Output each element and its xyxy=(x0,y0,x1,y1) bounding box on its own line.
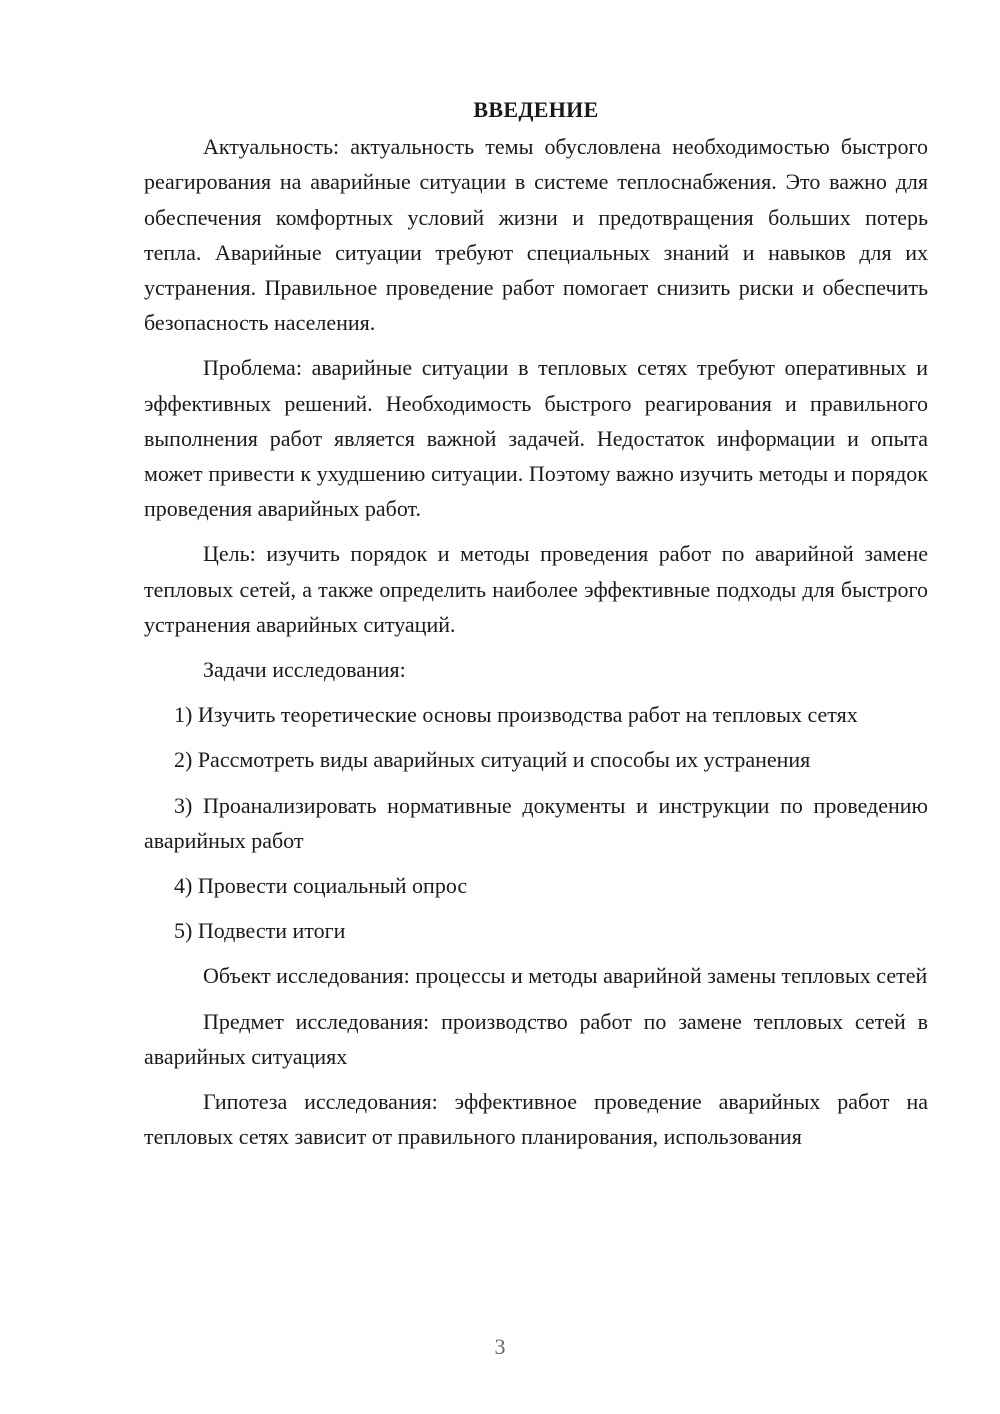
task-item-5: 5) Подвести итоги xyxy=(174,918,346,944)
tasks-heading: Задачи исследования: xyxy=(203,657,406,683)
task-item-3: 3) Проанализировать нормативные документы и инструкции по проведению аварийных работ xyxy=(144,792,928,853)
document-page xyxy=(144,92,928,1164)
section-title: ВВЕДЕНИЕ xyxy=(473,97,599,122)
task-item-1: 1) Изучить теоретические основы производства работ на тепловых сетях xyxy=(174,702,858,728)
task-item-2: 2) Рассмотреть виды аварийных ситуаций и способы их устранения xyxy=(174,747,811,773)
paragraph-problem: Проблема: аварийные ситуации в тепловых сетях требуют оперативных и эффективных решений. Необходимость быстрого реагирования и правильного выполнения работ является важной задачей. Недостаток информации и опыта может привести к ухудшению ситуации. Поэтому важно изучить методы и порядок проведения аварийных работ. xyxy=(144,355,928,522)
paragraph-subject: Предмет исследования: производство работ по замене тепловых сетей в аварийных ситуациях xyxy=(144,1008,928,1069)
paragraph-hypothesis: Гипотеза исследования: эффективное проведение аварийных работ на тепловых сетях зависит от правильного планирования, использования xyxy=(144,1089,928,1150)
paragraph-object: Объект исследования: процессы и методы аварийной замены тепловых сетей xyxy=(203,963,928,989)
task-item-4: 4) Провести социальный опрос xyxy=(174,873,468,899)
paragraph-relevance: Актуальность: актуальность темы обусловлена необходимостью быстрого реагирования на аварийные ситуации в системе теплоснабжения. Это важно для обеспечения комфортных условий жизни и предотвращения больших потерь тепла. Аварийные ситуации требуют специальных знаний и навыков для их устранения. Правильное проведение работ помогает снизить риски и обеспечить безопасность населения. xyxy=(144,134,928,336)
paragraph-goal: Цель: изучить порядок и методы проведения работ по аварийной замене тепловых сетей, а также определить наиболее эффективные подходы для быстрого устранения аварийных ситуаций. xyxy=(144,541,928,637)
page-number: 3 xyxy=(494,1334,506,1359)
